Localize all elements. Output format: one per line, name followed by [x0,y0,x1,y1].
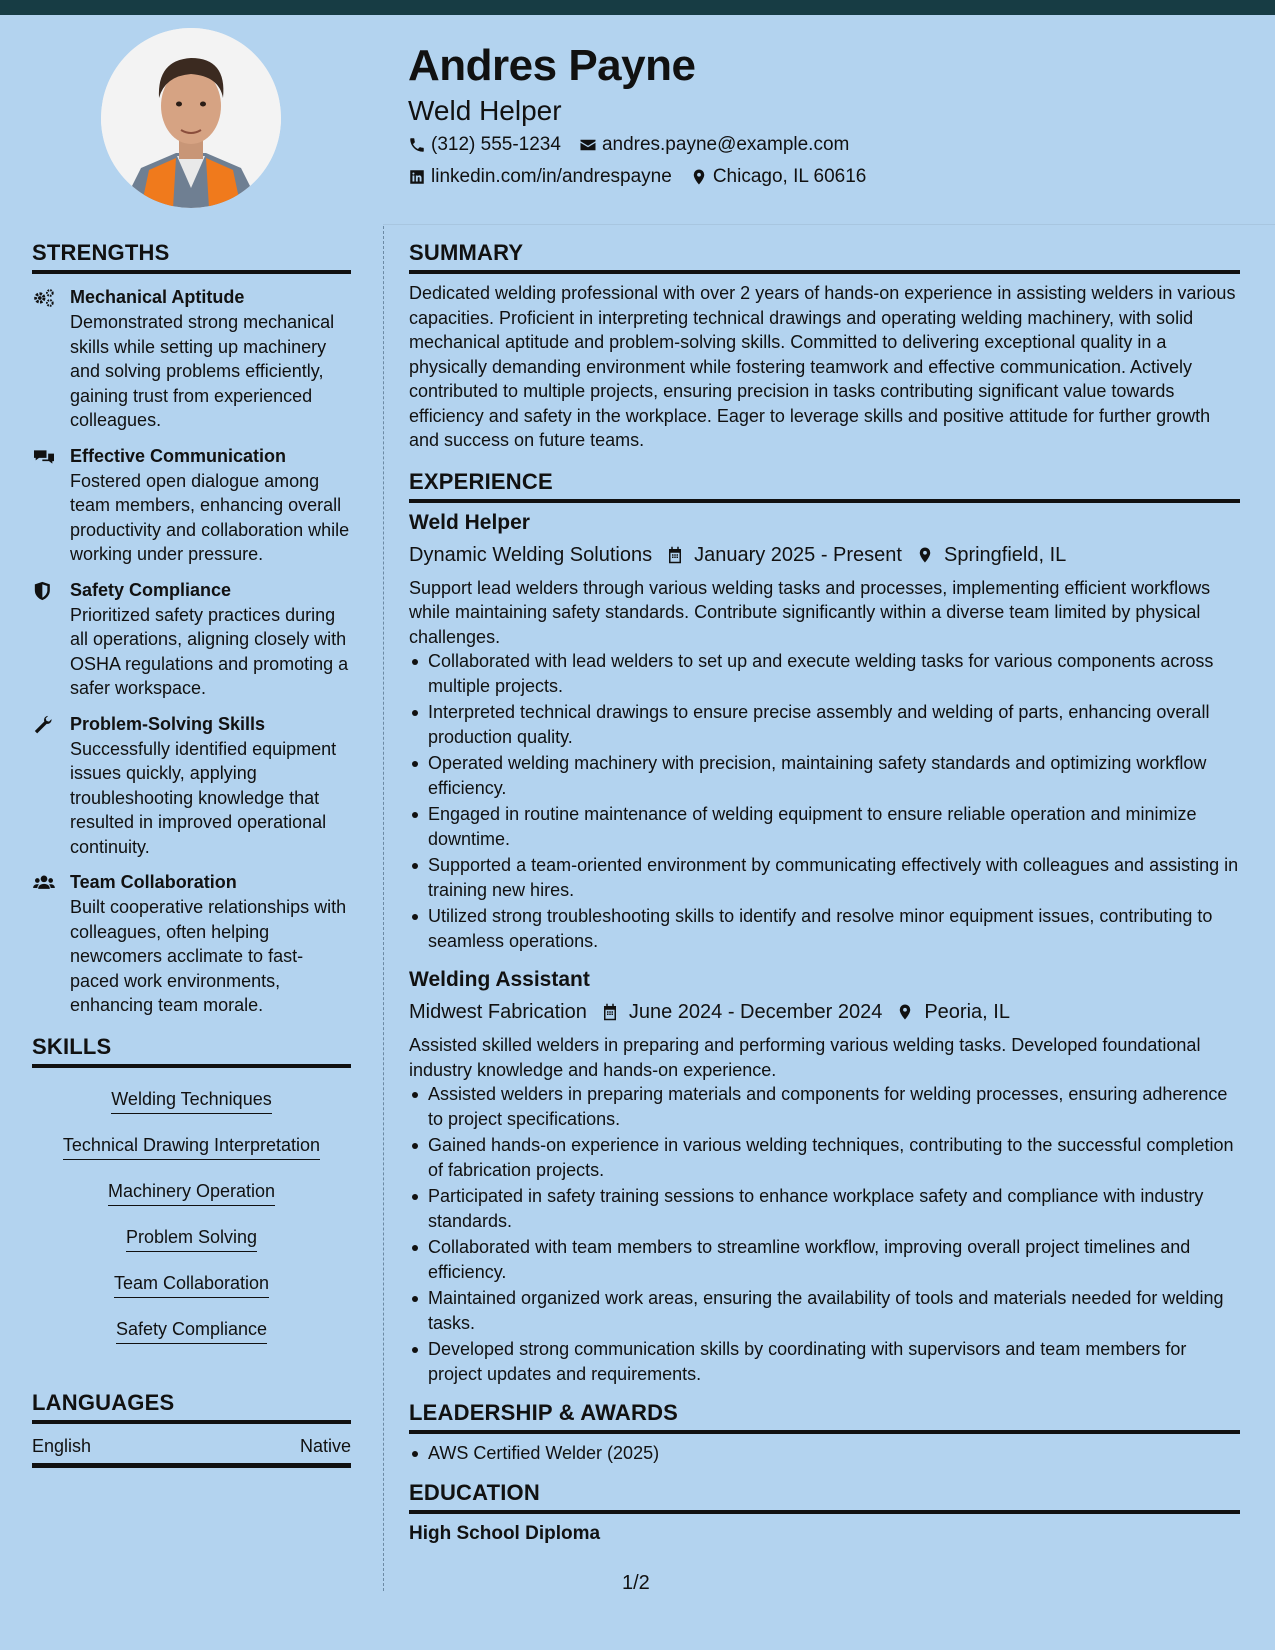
job-location: Springfield, IL [943,543,1067,566]
contact-phone[interactable] [408,134,561,156]
strength-desc: Fostered open dialogue among team members, enhancing overall productivity and collaboration while working under pressure. [70,470,350,564]
phone-text: (312) 555-1234 [431,134,561,155]
contact-row [408,134,867,156]
location-text: Chicago, IL 60616 [712,166,867,187]
languages-heading: LANGUAGES [32,1390,351,1424]
awards-list [409,1441,1240,1466]
skills-list [32,1080,351,1356]
phone-icon [408,136,426,154]
award-item: AWS Certified Welder (2025) [409,1441,1240,1466]
strength-item [32,871,351,1018]
strength-title: Team Collaboration [70,872,237,892]
email-text: andres.payne@example.com [601,134,850,155]
linkedin-icon [408,168,426,186]
education-heading: EDUCATION [409,1480,1240,1514]
bullet-item: Gained hands-on experience in various welding techniques, contributing to the successful completion of fabrication projects. [409,1133,1240,1182]
strength-title: Effective Communication [70,445,287,466]
strength-desc: Successfully identified equipment issues quickly, applying troubleshooting knowledge that resulted in improved operational continuity. [70,738,337,857]
wrench-icon [32,713,70,860]
skill-tag: Problem Solving [126,1225,257,1252]
job-dates: June 2024 - December 2024 [628,1001,883,1023]
job-description: Support lead welders through various welding tasks and processes, implementing efficient workflows while maintaining safety standards. Contribute significantly within a diverse team limited by physical challenges. [409,577,1211,647]
strength-title: Safety Compliance [70,579,232,600]
top-bar [0,0,1275,15]
strength-item [32,445,351,567]
header-divider [383,224,1275,225]
strength-desc: Built cooperative relationships with colleagues, often helping newcomers acclimate to fast-paced work environments, enhancing team morale. [70,897,347,1015]
job-bullets [409,1082,1240,1386]
job-title: Weld Helper [409,510,530,534]
strength-item [32,713,351,860]
skills-heading: SKILLS [32,1034,351,1068]
job-location: Peoria, IL [924,1001,1010,1023]
profile-photo [101,28,281,208]
contact-linkedin[interactable] [408,166,672,188]
candidate-name: Andres Payne [408,41,696,90]
gears-icon [32,286,70,433]
bullet-item: Collaborated with team members to streamline workflow, improving overall project timelines and efficiency. [409,1235,1240,1284]
awards-heading: LEADERSHIP & AWARDS [409,1400,1240,1434]
language-level: Native [299,1435,351,1456]
contact-row [408,166,884,188]
map-pin-icon [690,168,708,186]
strengths-heading: STRENGTHS [32,240,351,274]
calendar-icon [601,1003,619,1021]
strength-item [32,579,351,701]
candidate-role: Weld Helper [408,95,562,126]
chat-bubbles-icon [32,445,70,567]
education-degree: High School Diploma [409,1522,601,1544]
bullet-item: Collaborated with lead welders to set up and execute welding tasks for various components across multiple projects. [409,649,1240,698]
bullet-item: Maintained organized work areas, ensuring the availability of tools and materials needed for welding tasks. [409,1286,1240,1335]
bullet-item: Interpreted technical drawings to ensure precise assembly and welding of parts, enhancing overall production quality. [409,700,1240,749]
bullet-item: Participated in safety training sessions to enhance workplace safety and compliance with industry standards. [409,1184,1240,1233]
strength-desc: Prioritized safety practices during all operations, aligning closely with OSHA regulations and promoting a safer workspace. [70,604,349,698]
skill-tag: Welding Techniques [111,1087,271,1114]
skill-tag: Safety Compliance [116,1317,267,1344]
skill-tag: Technical Drawing Interpretation [63,1133,320,1160]
envelope-icon [579,136,597,154]
column-divider [383,226,384,1591]
summary-heading: SUMMARY [409,240,1240,274]
strength-item [32,286,351,433]
summary-text: Dedicated welding professional with over 2 years of hands-on experience in assisting welders in various capacities. Proficient in interpreting technical drawings and operating welding machinery, with solid mechanical aptitude and problem-solving skills. Committed to delivering exceptional quality in a physically demanding environment while fostering teamwork and effective communication. Actively contributed to multiple projects, ensuring precision in tasks contributing significant value towards efficiency and safety in the workplace. Eager to leverage skills and positive attitude for further growth and success on future teams. [409,283,1236,450]
strength-desc: Demonstrated strong mechanical skills while setting up machinery and solving problems efficiently, gaining trust from experienced colleagues. [70,312,335,430]
sidebar [32,240,351,1468]
calendar-icon [666,546,684,564]
bullet-item: Operated welding machinery with precision, maintaining safety standards and optimizing workflow efficiency. [409,751,1240,800]
language-name: English [32,1435,92,1456]
job-company: Dynamic Welding Solutions [409,543,653,566]
strength-title: Mechanical Aptitude [70,287,245,307]
job-title: Welding Assistant [409,968,590,991]
bullet-item: Developed strong communication skills by coordinating with supervisors and team members for project updates and requirements. [409,1337,1240,1386]
job-meta [409,999,1240,1025]
job-description: Assisted skilled welders in preparing and performing various welding tasks. Developed foundational industry knowledge and hands-on experience. [409,1035,1201,1080]
language-row [32,1424,351,1468]
linkedin-text: linkedin.com/in/andrespayne [431,166,672,187]
bullet-item: Utilized strong troubleshooting skills to identify and resolve minor equipment issues, contributing to seamless operations. [409,904,1240,953]
job-entry [409,510,1240,954]
experience-heading: EXPERIENCE [409,469,1240,503]
job-dates: January 2025 - Present [694,543,902,566]
users-icon [32,871,70,1018]
job-company: Midwest Fabrication [409,1001,587,1023]
main-content [409,240,1240,1546]
map-pin-icon [896,1003,914,1021]
strength-title: Problem-Solving Skills [70,713,266,734]
job-meta [409,542,1240,568]
bullet-item: Assisted welders in preparing materials and components for welding processes, ensuring adherence to project specifications. [409,1082,1240,1131]
contact-email[interactable] [579,134,849,156]
skill-tag: Machinery Operation [108,1179,275,1206]
job-entry [409,967,1240,1386]
page-number: 1/2 [622,1572,650,1594]
bullet-item: Supported a team-oriented environment by communicating effectively with colleagues and assisting in training new hires. [409,853,1240,902]
contact-location [690,166,867,188]
job-bullets [409,649,1240,953]
skill-tag: Team Collaboration [114,1271,269,1298]
bullet-item: Engaged in routine maintenance of welding equipment to ensure reliable operation and minimize downtime. [409,802,1240,851]
map-pin-icon [916,546,934,564]
shield-icon [32,579,70,701]
